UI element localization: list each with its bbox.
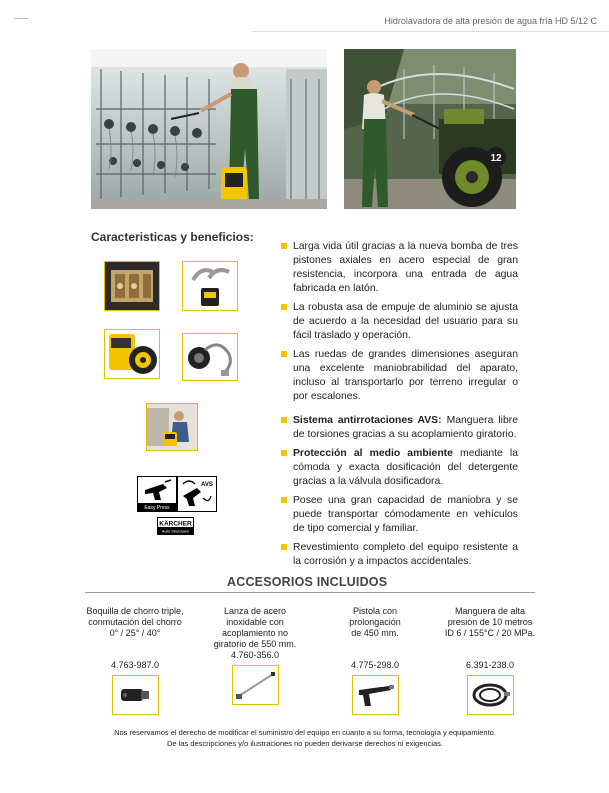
hose-icon: [467, 675, 514, 715]
benefit-item: [280, 348, 518, 404]
accessory-desc-line: Boquilla de chorro triple,: [86, 606, 184, 616]
bullet-square: [281, 243, 287, 249]
pump-thumbnail: [104, 261, 160, 311]
accessory-desc-line: 0° / 25° / 40°: [109, 628, 161, 638]
wheels-thumbnail: [104, 329, 160, 379]
avs-label: AVS: [201, 482, 213, 488]
accessory-code: 4.775-298.0: [350, 660, 400, 670]
benefit-item: [280, 494, 518, 536]
page-header-title: Hidrolavadora de alta presión de agua fría HD 5/12 C: [384, 16, 597, 26]
bullet-square: [281, 351, 287, 357]
handle-thumbnail: [182, 261, 238, 311]
benefit-item: [280, 447, 518, 489]
dairy-cleaning-photo: [91, 49, 327, 209]
bullet-square: [281, 417, 287, 423]
benefit-text: mediante la cómoda y exacta dosificación del detergente gracias a la válvula dosificadora.: [293, 448, 518, 487]
auto-shutdown-label: Auto Shutdown: [161, 528, 190, 534]
benefit-text: Las ruedas de grandes dimensiones aseguran una excelente maniobrabilidad del aparato, incluso al transportarlo por terreno irregular o por escalones.: [293, 349, 518, 402]
benefit-item: [280, 301, 518, 343]
accessory-desc-line: prolongación: [349, 617, 401, 627]
accessory-item: [195, 606, 315, 705]
avs-icon: [177, 476, 217, 512]
karcher-logo-text: KÄRCHER: [159, 520, 192, 528]
auto-shutdown-icon: [157, 517, 194, 535]
accessory-description: [430, 606, 550, 650]
accessories-divider: [85, 592, 535, 593]
disclaimer-line: De las descripciones y/o ilustraciones no pueden derivarse derechos ni exigencias.: [167, 739, 443, 748]
benefits-list: [280, 240, 518, 574]
accessory-item: [75, 606, 195, 715]
accessories-title: ACCESORIOS INCLUIDOS: [227, 575, 388, 589]
vehicle-transport-thumbnail: [146, 403, 198, 451]
benefit-item: [280, 414, 518, 442]
accessory-item: [430, 606, 550, 715]
accessory-desc-line: conmutación del chorro: [88, 617, 182, 627]
avs-hose-thumbnail: [182, 333, 238, 381]
benefit-item: [280, 541, 518, 569]
accessory-code: 4.760-356.0: [230, 650, 280, 660]
benefit-item: [280, 240, 518, 296]
benefit-bold-text: Protección al medio ambiente: [293, 448, 453, 459]
nozzle-icon: [112, 675, 159, 715]
bullet-square: [281, 544, 287, 550]
accessory-description: [195, 606, 315, 650]
bullet-square: [281, 450, 287, 456]
accessory-description: [315, 606, 435, 650]
benefit-text: Revestimiento completo del equipo resistente a la corrosión y a impactos accidentales.: [293, 542, 518, 567]
disclaimer-line: Nos reservamos el derecho de modificar el suministro del equipo en cuanto a su forma, tecnología y equipamiento.: [114, 728, 496, 737]
lance-icon: [232, 665, 279, 705]
accessory-desc-line: giratorio de 550 mm.: [213, 639, 297, 649]
corner-mark: [14, 18, 28, 19]
bullet-square: [281, 497, 287, 503]
easy-press-icon: [137, 476, 177, 512]
accessory-desc-line: inoxidable con: [226, 617, 284, 627]
accessory-desc-line: presión de 10 metros: [447, 617, 533, 627]
disclaimer: [60, 727, 550, 749]
accessory-code: 6.391-238.0: [465, 660, 515, 670]
spray-gun-icon: [352, 675, 399, 715]
bullet-square: [281, 304, 287, 310]
header-divider: [252, 31, 609, 32]
accessory-description: [75, 606, 195, 650]
easy-press-label: Easy Press: [144, 505, 170, 511]
accessory-desc-line: ID 6 / 155°C / 20 MPa.: [444, 628, 536, 638]
accessory-desc-line: Manguera de alta: [454, 606, 526, 616]
photo-badge-number: 12: [490, 153, 502, 164]
benefit-text: Larga vida útil gracias a la nueva bomba de tres pistones axiales en acero especial de gran resistencia, incorpora una entrada de agua fabricada en latón.: [293, 241, 518, 294]
benefit-bold-text: Sistema antirrotaciones AVS:: [293, 415, 442, 426]
accessory-desc-line: acoplamiento no: [221, 628, 289, 638]
accessory-item: [315, 606, 435, 715]
accessory-desc-line: Pistola con: [352, 606, 398, 616]
accessory-desc-line: de 450 mm.: [351, 628, 399, 638]
benefit-text: La robusta asa de empuje de aluminio se ajusta de acuerdo a la necesidad del usuario para su fácil traslado y operación.: [293, 302, 518, 341]
benefit-text: Manguera libre de torsiones gracias a su acoplamiento giratorio.: [293, 415, 518, 440]
benefit-text: Posee una gran capacidad de maniobra y se puede transportar cómodamente en vehículos de tipo comercial y familiar.: [293, 495, 518, 534]
accessory-code: 4.763-987.0: [110, 660, 160, 670]
accessory-desc-line: Lanza de acero: [223, 606, 287, 616]
features-section-title: Caracteristicas y beneficios:: [91, 230, 254, 244]
tractor-cleaning-photo: [344, 49, 516, 209]
